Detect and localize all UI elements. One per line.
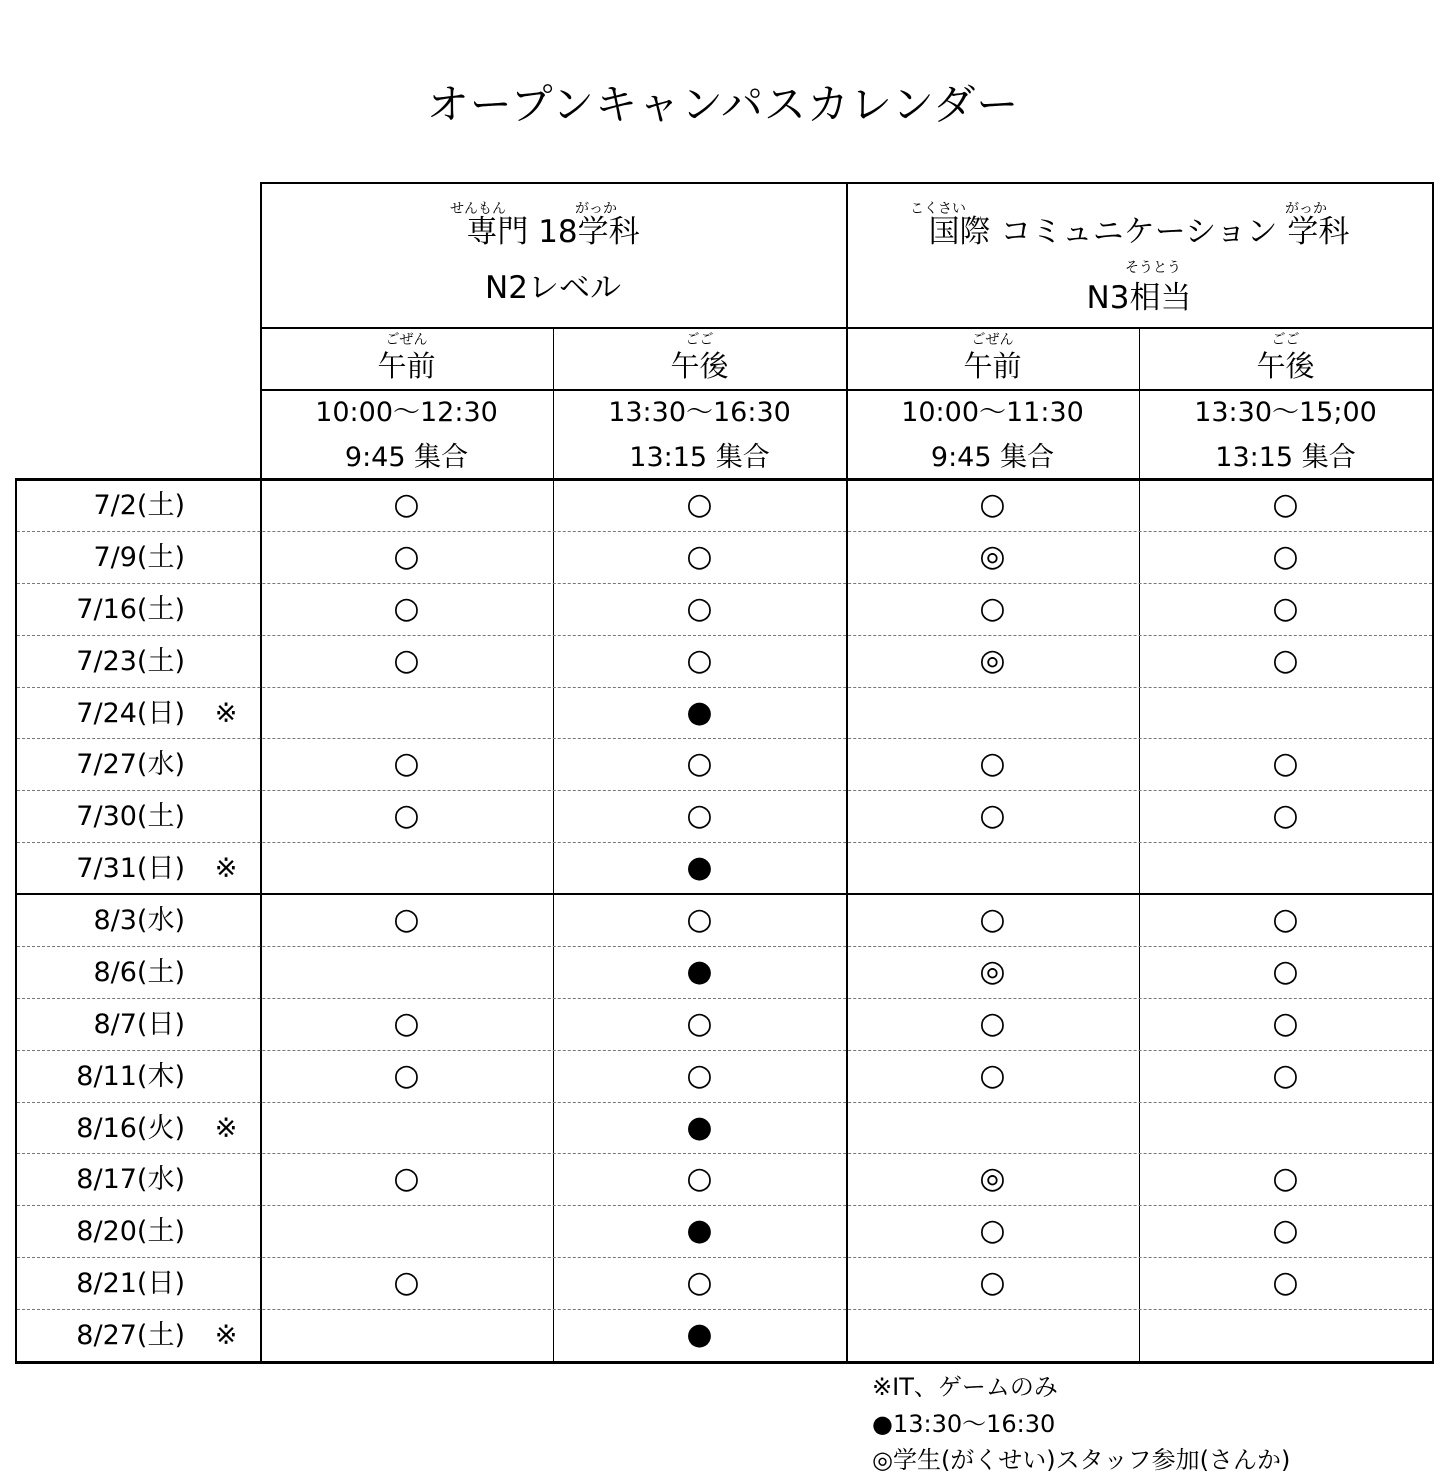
availability-mark: ○: [979, 1006, 1006, 1041]
availability-mark: ●: [686, 1213, 713, 1248]
course-ruby: せんもん: [450, 201, 506, 217]
availability-mark: [260, 1205, 553, 1257]
row-note-mark: [196, 894, 256, 946]
availability-mark: ○: [393, 591, 420, 626]
row-date: 8/6(土): [93, 956, 185, 988]
row-note-mark: [196, 738, 256, 790]
course-ruby: がっか: [1285, 201, 1327, 217]
availability-mark: ●: [686, 1110, 713, 1145]
session-ruby: ごぜん: [385, 332, 428, 348]
session-label: 午前: [377, 348, 436, 383]
row-date: 7/31(日): [76, 852, 185, 884]
session-gather-time: 13:15 集合: [1215, 441, 1356, 473]
availability-mark: ○: [1272, 1006, 1299, 1041]
availability-mark: ○: [393, 643, 420, 678]
row-note-mark: [196, 635, 256, 687]
availability-mark: ○: [1272, 902, 1299, 937]
row-date: 7/30(土): [76, 800, 185, 832]
availability-mark: [846, 1309, 1139, 1361]
session-ruby: ごぜん: [971, 332, 1014, 348]
availability-mark: ○: [393, 798, 420, 833]
availability-mark: ◎: [979, 643, 1006, 678]
availability-mark: [260, 1309, 553, 1361]
session-label: 午前: [963, 348, 1022, 383]
session-time: 13:30〜16:30: [608, 396, 791, 428]
course-ruby: こくさい: [910, 201, 966, 217]
availability-mark: ○: [686, 487, 713, 522]
availability-mark: ◎: [979, 954, 1006, 989]
row-note-mark: ※: [214, 852, 238, 884]
availability-mark: ○: [1272, 798, 1299, 833]
row-note-mark: ※: [214, 1319, 238, 1351]
session-gather-time: 13:15 集合: [629, 441, 770, 473]
level-ruby: そうとう: [1125, 260, 1181, 276]
row-note-mark: [196, 1257, 256, 1309]
availability-mark: ○: [393, 902, 420, 937]
session-time: 10:00〜11:30: [901, 396, 1084, 428]
availability-mark: ○: [979, 746, 1006, 781]
availability-mark: ●: [686, 695, 713, 730]
course-level: N3相当: [1086, 279, 1192, 316]
row-date: 7/24(日): [76, 697, 185, 729]
availability-mark: ○: [1272, 1265, 1299, 1300]
availability-mark: ○: [979, 1213, 1006, 1248]
row-date: 8/16(火): [76, 1112, 185, 1144]
availability-mark: ○: [686, 746, 713, 781]
availability-mark: ○: [393, 487, 420, 522]
availability-mark: [846, 1102, 1139, 1154]
availability-mark: ●: [686, 954, 713, 989]
course-level: N2レベル: [485, 269, 621, 306]
row-date: 8/20(土): [76, 1215, 185, 1247]
row-note-mark: ※: [214, 697, 238, 729]
availability-mark: ○: [686, 1161, 713, 1196]
availability-mark: ○: [393, 1006, 420, 1041]
row-date: 8/3(水): [93, 904, 185, 936]
page-title: オープンキャンパスカレンダー: [426, 80, 1020, 129]
right-border: [1432, 182, 1434, 1364]
row-note-mark: [196, 531, 256, 583]
availability-mark: [846, 842, 1139, 894]
availability-mark: [846, 687, 1139, 739]
row-date: 7/27(水): [76, 748, 185, 780]
availability-mark: ○: [686, 902, 713, 937]
row-date: 7/9(土): [93, 541, 185, 573]
availability-mark: ○: [393, 1265, 420, 1300]
availability-mark: ○: [979, 902, 1006, 937]
availability-mark: ○: [393, 1058, 420, 1093]
availability-mark: ○: [1272, 539, 1299, 574]
availability-mark: [1139, 1102, 1432, 1154]
availability-mark: [1139, 687, 1432, 739]
row-note-mark: [196, 946, 256, 998]
course-name: 国際 コミュニケーション 学科: [928, 213, 1350, 250]
availability-mark: ○: [393, 539, 420, 574]
availability-mark: ○: [979, 487, 1006, 522]
availability-mark: [260, 946, 553, 998]
availability-mark: ○: [1272, 746, 1299, 781]
availability-mark: [260, 842, 553, 894]
row-date: 8/21(日): [76, 1267, 185, 1299]
legend-item-student-staff: ◎学生(がくせい)スタッフ参加(さんか): [872, 1446, 1291, 1474]
availability-mark: ○: [1272, 1058, 1299, 1093]
availability-mark: ○: [979, 1265, 1006, 1300]
session-time: 13:30〜15;00: [1194, 396, 1377, 428]
row-note-mark: [196, 790, 256, 842]
availability-mark: ○: [686, 591, 713, 626]
course-ruby: がっか: [575, 201, 617, 217]
session-gather-time: 9:45 集合: [930, 441, 1055, 473]
availability-mark: [260, 1102, 553, 1154]
row-date: 8/7(日): [93, 1008, 185, 1040]
availability-mark: ●: [686, 1317, 713, 1352]
availability-mark: ○: [979, 1058, 1006, 1093]
legend-item-it-game-only: ※IT、ゲームのみ: [872, 1373, 1058, 1401]
row-date: 8/11(木): [76, 1060, 185, 1092]
session-label: 午後: [670, 348, 729, 383]
availability-mark: ○: [393, 1161, 420, 1196]
availability-mark: ◎: [979, 539, 1006, 574]
session-gather-time: 9:45 集合: [344, 441, 469, 473]
availability-mark: ○: [686, 643, 713, 678]
availability-mark: ○: [1272, 643, 1299, 678]
row-date: 7/16(土): [76, 593, 185, 625]
availability-mark: ○: [1272, 487, 1299, 522]
availability-mark: ○: [393, 746, 420, 781]
row-note-mark: [196, 1153, 256, 1205]
availability-mark: ○: [686, 1265, 713, 1300]
row-note-mark: [196, 583, 256, 635]
session-time: 10:00〜12:30: [315, 396, 498, 428]
row-note-mark: [196, 1205, 256, 1257]
availability-mark: ○: [979, 798, 1006, 833]
availability-mark: ◎: [979, 1161, 1006, 1196]
session-label: 午後: [1256, 348, 1315, 383]
availability-mark: [1139, 1309, 1432, 1361]
course-name: 専門 18学科: [466, 213, 640, 250]
availability-mark: ○: [979, 591, 1006, 626]
row-note-mark: ※: [214, 1112, 238, 1144]
availability-mark: [260, 687, 553, 739]
availability-mark: ○: [686, 539, 713, 574]
availability-mark: ○: [1272, 1213, 1299, 1248]
availability-mark: [1139, 842, 1432, 894]
row-date: 7/2(土): [93, 489, 185, 521]
availability-mark: ○: [686, 798, 713, 833]
row-date: 8/27(土): [76, 1319, 185, 1351]
legend-item-afternoon-time: ●13:30〜16:30: [872, 1410, 1056, 1438]
row-date: 8/17(水): [76, 1163, 185, 1195]
availability-mark: ○: [686, 1006, 713, 1041]
row-note-mark: [196, 479, 256, 531]
row-note-mark: [196, 998, 256, 1050]
availability-mark: ○: [1272, 954, 1299, 989]
row-date: 7/23(土): [76, 645, 185, 677]
availability-mark: ●: [686, 850, 713, 885]
availability-mark: ○: [1272, 1161, 1299, 1196]
body-bottom-rule: [15, 1361, 1434, 1364]
row-note-mark: [196, 1050, 256, 1102]
session-ruby: ごご: [685, 332, 714, 348]
session-ruby: ごご: [1271, 332, 1300, 348]
availability-mark: ○: [1272, 591, 1299, 626]
availability-mark: ○: [686, 1058, 713, 1093]
